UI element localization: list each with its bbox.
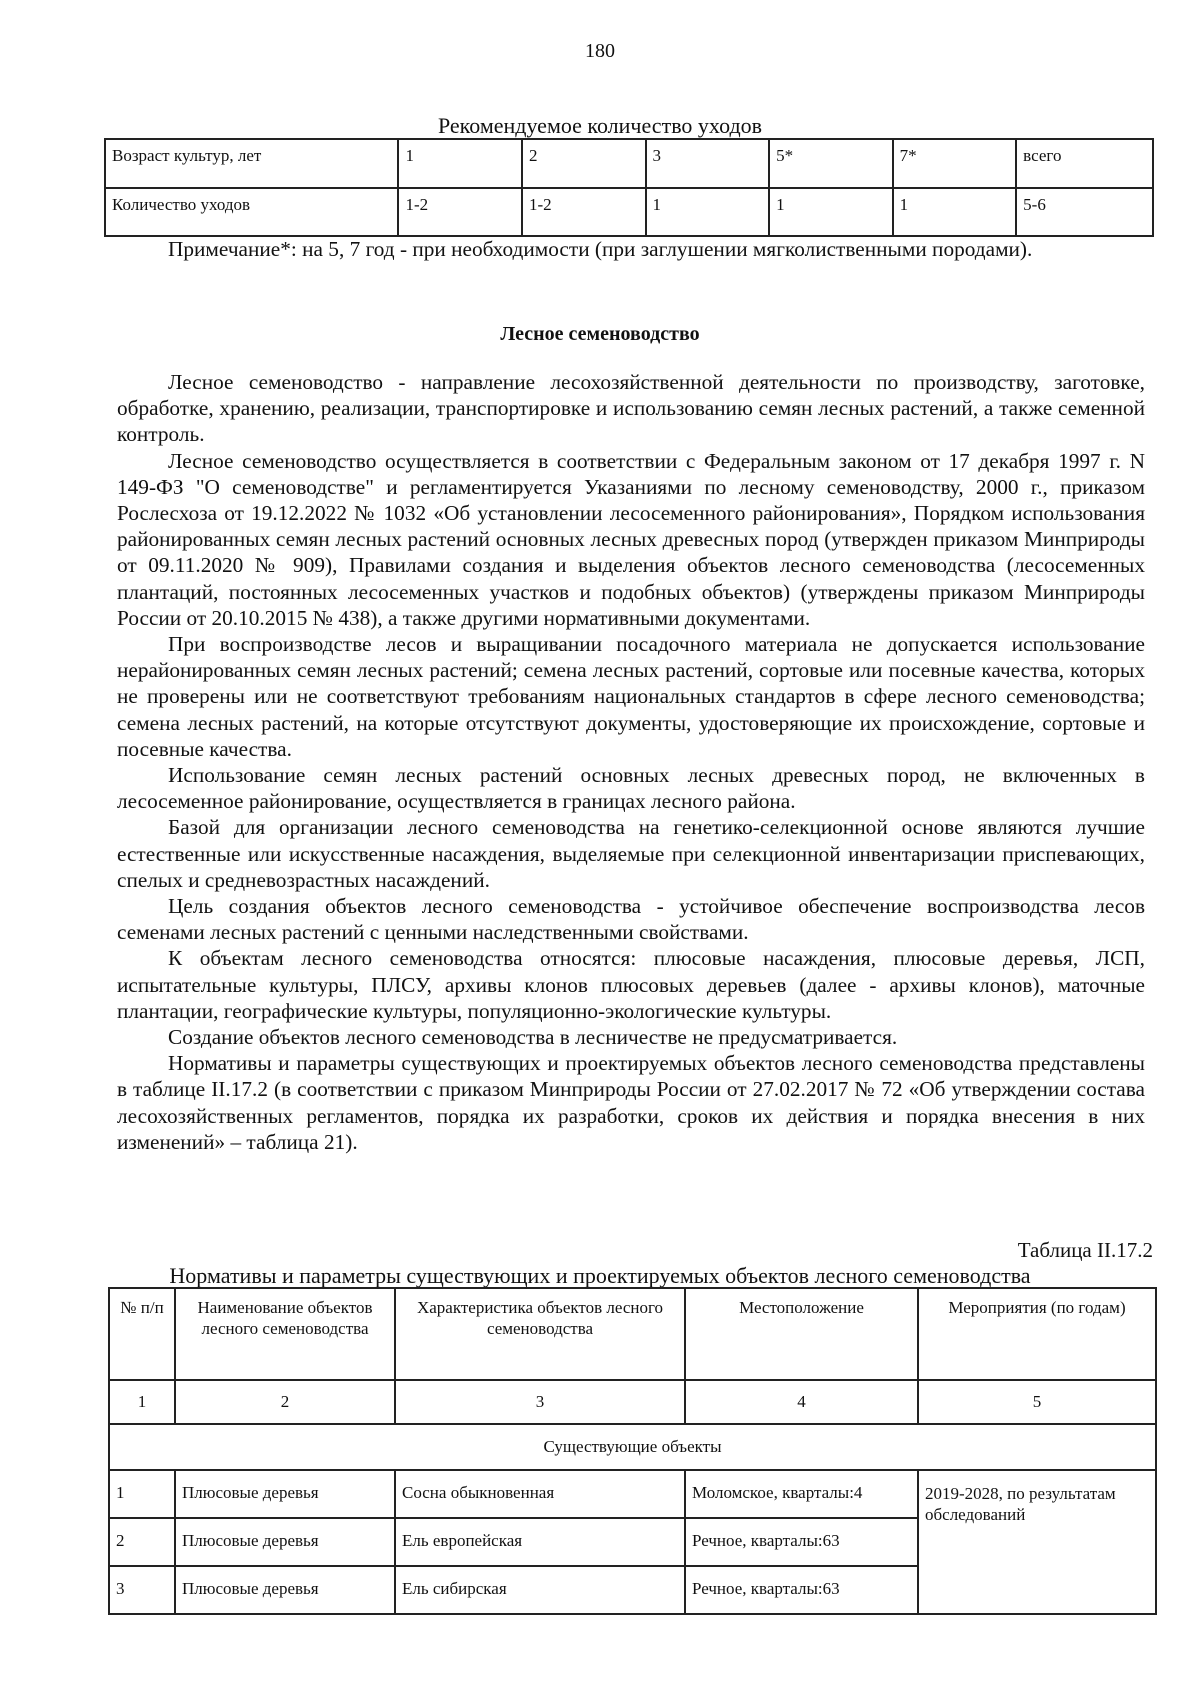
- column-number: 5: [918, 1380, 1156, 1424]
- care-count-table: [104, 138, 1154, 237]
- section-heading: Лесное семеноводство: [500, 323, 700, 345]
- column-header: Наименование объектов лесного семеноводства: [175, 1288, 395, 1380]
- column-header: Местоположение: [685, 1288, 918, 1380]
- table-cell: 1: [646, 188, 770, 236]
- table-cell: Плюсовые деревья: [175, 1518, 395, 1566]
- table-row: [105, 188, 1153, 236]
- page-number: 180: [585, 40, 615, 62]
- table-cell: Сосна обыкновенная: [395, 1470, 685, 1518]
- table2-caption: Нормативы и параметры существующих и проектируемых объектов лесного семеноводства: [169, 1263, 1031, 1288]
- table-cell: 1: [769, 188, 893, 236]
- section-row: [109, 1424, 1156, 1470]
- table-cell: 1: [109, 1470, 175, 1518]
- table-cell: Ель сибирская: [395, 1566, 685, 1614]
- paragraph: Цель создания объектов лесного семеноводства - устойчивое обеспечение воспроизводства лесов семенами лесных растений с ценными наследственными свойствами.: [117, 894, 1145, 945]
- table-cell: 1-2: [522, 188, 646, 236]
- table-cell: Плюсовые деревья: [175, 1566, 395, 1614]
- column-header: Мероприятия (по годам): [918, 1288, 1156, 1380]
- table-cell: 5-6: [1016, 188, 1153, 236]
- column-number-row: [109, 1380, 1156, 1424]
- paragraph: Базой для организации лесного семеноводства на генетико-селекционной основе являются лучшие естественные или искусственные насаждения, выделяемые при селекционной инвентаризации приспевающих, спелых и средневозрастных насаждений.: [117, 815, 1145, 892]
- note-text: Примечание*: на 5, 7 год - при необходимости (при заглушении мягколиственными породами).: [168, 237, 1033, 261]
- table-cell: всего: [1016, 139, 1153, 188]
- note: [117, 236, 1145, 262]
- table-cell: 3: [646, 139, 770, 188]
- column-number: 2: [175, 1380, 395, 1424]
- paragraph: Лесное семеноводство - направление лесохозяйственной деятельности по производству, заготовке, обработке, хранению, реализации, транспортировке и использованию семян лесных растений, а также семенной контроль.: [117, 370, 1145, 447]
- table-cell: 5*: [769, 139, 893, 188]
- column-number: 3: [395, 1380, 685, 1424]
- table-cell: 1: [893, 188, 1017, 236]
- table-cell: Моломское, кварталы:4: [685, 1470, 918, 1518]
- table-cell: Речное, кварталы:63: [685, 1518, 918, 1566]
- column-number: 4: [685, 1380, 918, 1424]
- table2-number: Таблица II.17.2: [1017, 1238, 1153, 1262]
- paragraph: Создание объектов лесного семеноводства в лесничестве не предусматривается.: [168, 1025, 898, 1050]
- seed-objects-table: [108, 1287, 1157, 1615]
- table-cell: Возраст культур, лет: [105, 139, 398, 188]
- table-cell: Плюсовые деревья: [175, 1470, 395, 1518]
- table-cell: 7*: [893, 139, 1017, 188]
- table-cell: 3: [109, 1566, 175, 1614]
- table-cell: 2: [109, 1518, 175, 1566]
- paragraph: Использование семян лесных растений основных лесных древесных пород, не включенных в лесосеменное районирование, осуществляется в границах лесного района.: [117, 763, 1145, 814]
- table1-caption: Рекомендуемое количество уходов: [437, 113, 763, 138]
- paragraph: При воспроизводстве лесов и выращивании посадочного материала не допускается использование нерайонированных семян лесных растений; семена лесных растений, сортовые или посевные качества, которых не проверены или не соответствуют требованиям национальных стандартов в сфере лесного семеноводства; семена лесных растений, на которые отсутствуют документы, удостоверяющие их происхождение, сортовые и посевные качества.: [117, 632, 1145, 761]
- table-cell: 1: [398, 139, 522, 188]
- main-text: [117, 369, 1145, 1155]
- measures-cell: 2019-2028, по результатам обследований: [918, 1470, 1156, 1614]
- paragraph: К объектам лесного семеноводства относятся: плюсовые насаждения, плюсовые деревья, ЛСП, испытательные культуры, ПЛСУ, архивы клонов плюсовых деревьев (далее - архивы клонов), маточные плантации, географические культуры, популяционно-экологические культуры.: [117, 946, 1145, 1023]
- table-cell: 2: [522, 139, 646, 188]
- table-row: [105, 139, 1153, 188]
- column-header: № п/п: [109, 1288, 175, 1380]
- paragraph: Лесное семеноводство осуществляется в соответствии с Федеральным законом от 17 декабря 1997 г. N 149-ФЗ "О семеноводстве" и регламентируется Указаниями по лесному семеноводству, 2000 г., приказом Рослесхоза от 19.12.2022 № 1032 «Об установлении лесосеменного районирования», Порядком использования районированных семян лесных растений основных лесных древесных пород (утвержден приказом Минприроды от 09.11.2020 № 909), Правилами создания и выделения объектов лесного семеноводства (лесосеменных плантаций, постоянных лесосеменных участков и подобных объектов) (утверждены приказом Минприроды России от 20.10.2015 № 438), а также другими нормативными документами.: [117, 448, 1145, 630]
- paragraph: Нормативы и параметры существующих и проектируемых объектов лесного семеноводства представлены в таблице II.17.2 (в соответствии с приказом Минприроды России от 27.02.2017 № 72 «Об утверждении состава лесохозяйственных регламентов, порядка их разработки, сроков их действия и порядка внесения в них изменений» – таблица 21).: [117, 1051, 1145, 1154]
- table-row: [109, 1470, 1156, 1518]
- column-number: 1: [109, 1380, 175, 1424]
- column-header: Характеристика объектов лесного семеноводства: [395, 1288, 685, 1380]
- table-cell: Речное, кварталы:63: [685, 1566, 918, 1614]
- table-cell: Количество уходов: [105, 188, 398, 236]
- table-cell: Ель европейская: [395, 1518, 685, 1566]
- section-label: Существующие объекты: [109, 1424, 1156, 1470]
- table-header-row: [109, 1288, 1156, 1380]
- table-cell: 1-2: [398, 188, 522, 236]
